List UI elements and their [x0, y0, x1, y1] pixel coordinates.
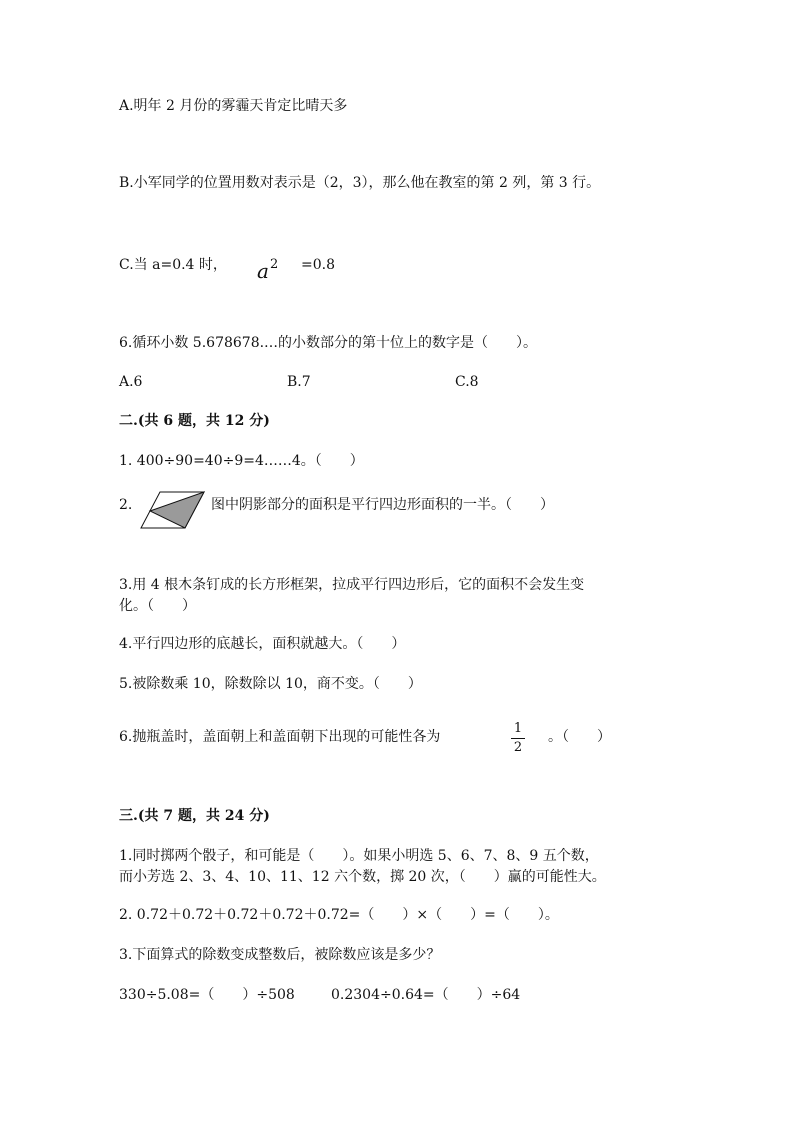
option-c-suffix: =0.8 — [301, 257, 335, 273]
q6-option-c: C.8 — [455, 374, 479, 390]
s2-item-2-text: 图中阴影部分的面积是平行四边形面积的一半。（ ） — [211, 497, 554, 513]
s2-item-4: 4.平行四边形的底越长，面积就越大。（ ） — [119, 636, 406, 652]
parallelogram-figure — [140, 491, 206, 529]
s2-item-5: 5.被除数乘 10，除数除以 10，商不变。（ ） — [119, 676, 422, 692]
s2-item-3-line-2: 化。（ ） — [119, 598, 196, 614]
question-6: 6.循环小数 5.678678.…的小数部分的第十位上的数字是（ ）。 — [119, 335, 538, 351]
option-c-prefix: C.当 a=0.4 时， — [119, 257, 227, 273]
s3-item-3: 3.下面算式的除数变成整数后，被除数应该是多少？ — [119, 947, 441, 963]
shaded-triangle — [150, 492, 204, 528]
section-3-heading: 三.(共 7 题，共 24 分) — [119, 808, 270, 824]
fraction-numerator: 1 — [513, 721, 523, 736]
s2-item-2-number: 2. — [119, 497, 133, 513]
s3-item-3-equation-1: 330÷5.08=（ ）÷508 — [119, 987, 295, 1003]
s2-item-1: 1. 400÷90=40÷9=4……4。（ ） — [119, 453, 364, 469]
option-a: A.明年 2 月份的雾霾天肯定比晴天多 — [119, 98, 348, 114]
s3-item-1-line-1: 1.同时掷两个骰子，和可能是（ ）。如果小明选 5、6、7、8、9 五个数， — [119, 848, 599, 864]
fraction-bar — [511, 738, 525, 739]
s3-item-1-line-2: 而小芳选 2、3、4、10、11、12 六个数，掷 20 次，（ ）赢的可能性大。 — [119, 869, 606, 885]
option-c — [119, 255, 335, 283]
math-a-squared — [257, 255, 278, 281]
s2-item-3-line-1: 3.用 4 根木条钉成的长方形框架，拉成平行四边形后，它的面积不会发生变 — [119, 577, 585, 593]
math-var: a — [257, 259, 269, 283]
q6-option-a: A.6 — [119, 374, 143, 390]
s2-item-6-prefix: 6.抛瓶盖时，盖面朝上和盖面朝下出现的可能性各为 — [119, 729, 441, 745]
fraction-denominator: 2 — [513, 740, 523, 755]
s2-item-2 — [119, 495, 132, 515]
math-exponent: 2 — [269, 257, 279, 272]
option-b: B.小军同学的位置用数对表示是（2，3），那么他在教室的第 2 列，第 3 行。 — [119, 175, 601, 191]
s2-item-6-suffix: 。（ ） — [548, 729, 611, 745]
s2-item-6 — [119, 727, 440, 747]
fraction-one-half — [510, 722, 526, 755]
q6-option-b: B.7 — [287, 374, 311, 390]
s3-item-2: 2. 0.72＋0.72＋0.72＋0.72＋0.72=（ ）×（ ）=（ ）。 — [119, 907, 559, 923]
section-2-heading: 二.(共 6 题，共 12 分) — [119, 413, 270, 429]
s3-item-3-equation-2: 0.2304÷0.64=（ ）÷64 — [331, 987, 521, 1003]
